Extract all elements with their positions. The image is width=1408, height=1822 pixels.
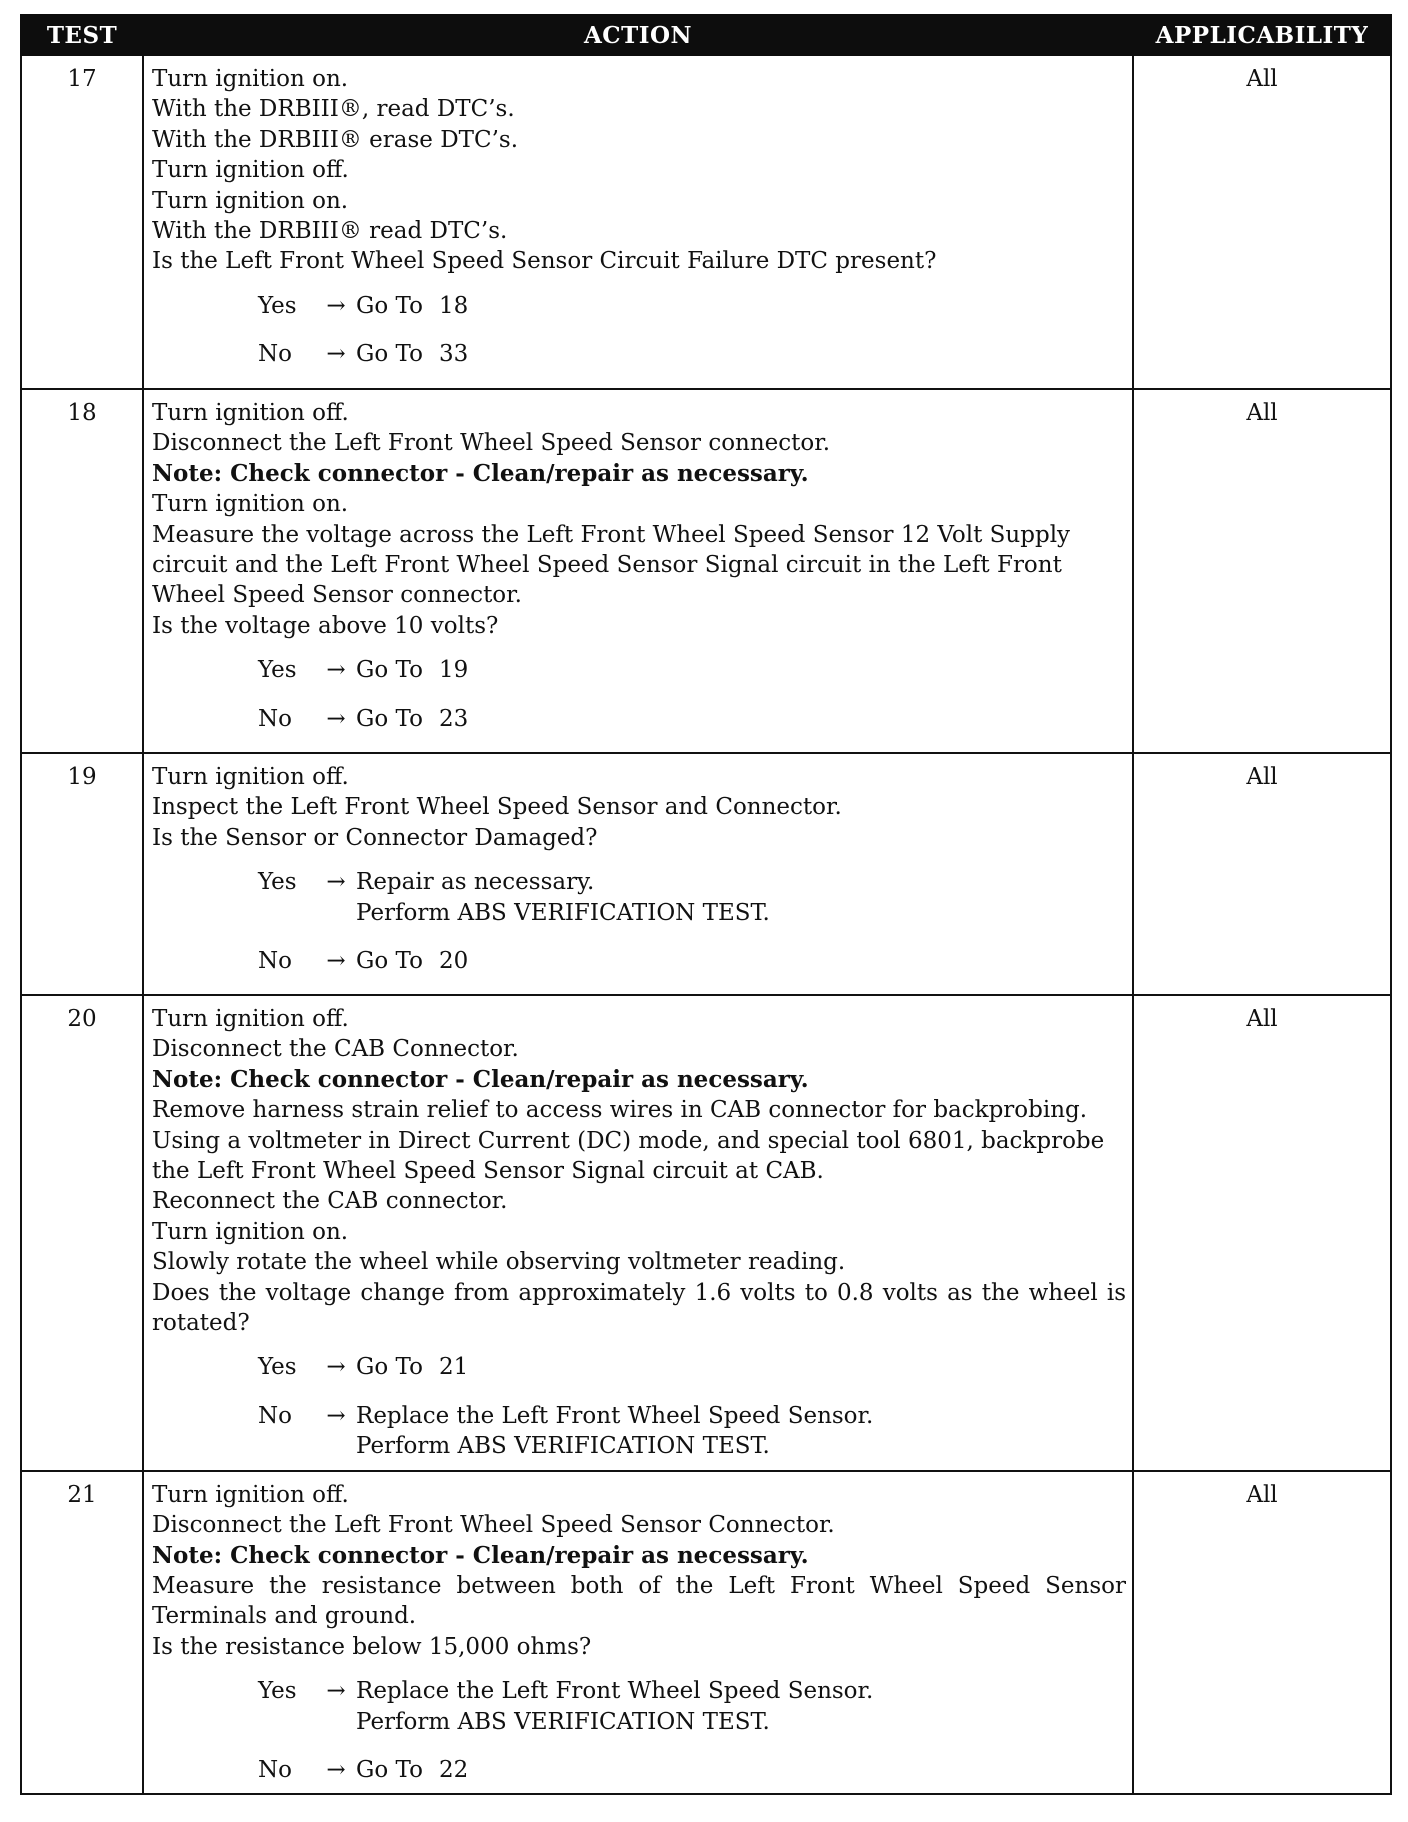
applicability-value: All [1133, 389, 1391, 753]
table-header-row [21, 15, 1391, 55]
test-number: 20 [21, 995, 143, 1471]
note: Note: Check connector - Clean/repair as necessary. [152, 1541, 809, 1569]
yes-result: Go To 18 [356, 292, 469, 319]
table-row [21, 995, 1391, 1471]
yes-label: Yes [258, 657, 297, 684]
applicability-value: All [1133, 753, 1391, 995]
action-cell [143, 55, 1133, 389]
arrow-icon: → [326, 869, 346, 896]
yes-result: Repair as necessary. Perform ABS VERIFICATION TEST. [356, 869, 770, 926]
yes-result: Go To 21 [356, 1354, 469, 1381]
no-label: No [258, 705, 292, 732]
arrow-icon: → [326, 948, 346, 975]
goto-target: 21 [438, 1354, 469, 1381]
goto-target: 20 [438, 948, 469, 975]
goto-target: 33 [438, 341, 469, 368]
no-response [258, 704, 1126, 734]
arrow-icon: → [326, 1678, 346, 1705]
yes-label: Yes [258, 1354, 297, 1381]
header-action: ACTION [143, 15, 1133, 55]
yes-response [258, 1352, 1126, 1382]
table-row [21, 1471, 1391, 1795]
step: Turn ignition off. [152, 157, 349, 184]
yes-label: Yes [258, 292, 297, 319]
diagnostic-test-table-container [20, 14, 1390, 1795]
yes-label: Yes [258, 1678, 297, 1705]
diagnostic-test-table [20, 14, 1392, 1795]
step: Disconnect the CAB Connector. [152, 1036, 519, 1063]
header-test: TEST [21, 15, 143, 55]
no-result: Go To 33 [356, 341, 469, 368]
applicability-value: All [1133, 55, 1391, 389]
step: Inspect the Left Front Wheel Speed Sensor and Connector. [152, 794, 842, 821]
no-response [258, 1755, 1126, 1785]
step: With the DRBIII® erase DTC’s. [152, 126, 519, 153]
step: Measure the voltage across the Left Front Wheel Speed Sensor 12 Volt Supply circuit and the Left Front Wheel Speed Sensor Signal circuit in the Left Front Wheel Speed Sensor connector. [152, 521, 1071, 609]
no-label: No [258, 1402, 292, 1429]
step: With the DRBIII®, read DTC’s. [152, 96, 515, 123]
applicability-value: All [1133, 1471, 1391, 1795]
header-applicability: APPLICABILITY [1133, 15, 1391, 55]
step: Measure the resistance between both of the Left Front Wheel Speed Sensor Terminals and ground. [152, 1572, 1126, 1630]
question: Is the resistance below 15,000 ohms? [152, 1633, 592, 1660]
step: Disconnect the Left Front Wheel Speed Sensor connector. [152, 430, 831, 457]
action-cell [143, 753, 1133, 995]
step: Turn ignition off. [152, 1006, 349, 1032]
yes-result: Go To 19 [356, 657, 469, 684]
question: Is the Left Front Wheel Speed Sensor Circuit Failure DTC present? [152, 248, 937, 275]
arrow-icon: → [326, 1402, 346, 1429]
table-row [21, 55, 1391, 389]
test-number: 21 [21, 1471, 143, 1795]
step: Turn ignition on. [152, 66, 349, 92]
step: Disconnect the Left Front Wheel Speed Sensor Connector. [152, 1512, 835, 1539]
note: Note: Check connector - Clean/repair as necessary. [152, 1065, 809, 1093]
goto-target: 19 [438, 657, 469, 684]
question: Does the voltage change from approximately 1.6 volts to 0.8 volts as the wheel is rotated? [152, 1279, 1126, 1337]
goto-target: 23 [438, 705, 469, 732]
no-label: No [258, 1756, 292, 1783]
no-response [258, 1401, 1126, 1462]
step: Turn ignition on. [152, 1218, 349, 1245]
step: Turn ignition on. [152, 491, 349, 518]
no-label: No [258, 341, 292, 368]
arrow-icon: → [326, 1756, 346, 1783]
question: Is the Sensor or Connector Damaged? [152, 824, 598, 851]
yes-response [258, 867, 1126, 928]
arrow-icon: → [326, 657, 346, 684]
step: Turn ignition off. [152, 1481, 349, 1508]
action-cell [143, 995, 1133, 1471]
no-result: Go To 23 [356, 705, 469, 732]
yes-label: Yes [258, 869, 297, 896]
test-number: 19 [21, 753, 143, 995]
no-label: No [258, 948, 292, 975]
goto-target: 18 [438, 292, 469, 319]
no-response [258, 946, 1126, 976]
yes-response [258, 291, 1126, 321]
step: Slowly rotate the wheel while observing voltmeter reading. [152, 1249, 846, 1276]
test-number: 17 [21, 55, 143, 389]
step: With the DRBIII® read DTC’s. [152, 218, 508, 245]
step: Reconnect the CAB connector. [152, 1188, 508, 1215]
action-cell [143, 1471, 1133, 1795]
step: Turn ignition off. [152, 764, 349, 790]
step: Turn ignition off. [152, 400, 349, 426]
question: Is the voltage above 10 volts? [152, 612, 499, 639]
goto-target: 22 [438, 1756, 469, 1783]
table-row [21, 753, 1391, 995]
no-result: Replace the Left Front Wheel Speed Sensor. Perform ABS VERIFICATION TEST. [356, 1402, 874, 1460]
note: Note: Check connector - Clean/repair as necessary. [152, 459, 809, 487]
applicability-value: All [1133, 995, 1391, 1471]
step: Remove harness strain relief to access wires in CAB connector for backprobing. [152, 1097, 1088, 1124]
yes-result: Replace the Left Front Wheel Speed Sensor. Perform ABS VERIFICATION TEST. [356, 1678, 874, 1735]
arrow-icon: → [326, 292, 346, 319]
no-result: Go To 20 [356, 948, 469, 975]
table-row [21, 389, 1391, 753]
step: Turn ignition on. [152, 187, 349, 214]
no-response [258, 339, 1126, 369]
yes-response [258, 655, 1126, 685]
arrow-icon: → [326, 705, 346, 732]
test-number: 18 [21, 389, 143, 753]
action-cell [143, 389, 1133, 753]
step: Using a voltmeter in Direct Current (DC) mode, and special tool 6801, backprobe the Left Front Wheel Speed Sensor Signal circuit at CAB. [152, 1127, 1105, 1185]
no-result: Go To 22 [356, 1756, 469, 1783]
yes-response [258, 1676, 1126, 1737]
arrow-icon: → [326, 1354, 346, 1381]
arrow-icon: → [326, 341, 346, 368]
